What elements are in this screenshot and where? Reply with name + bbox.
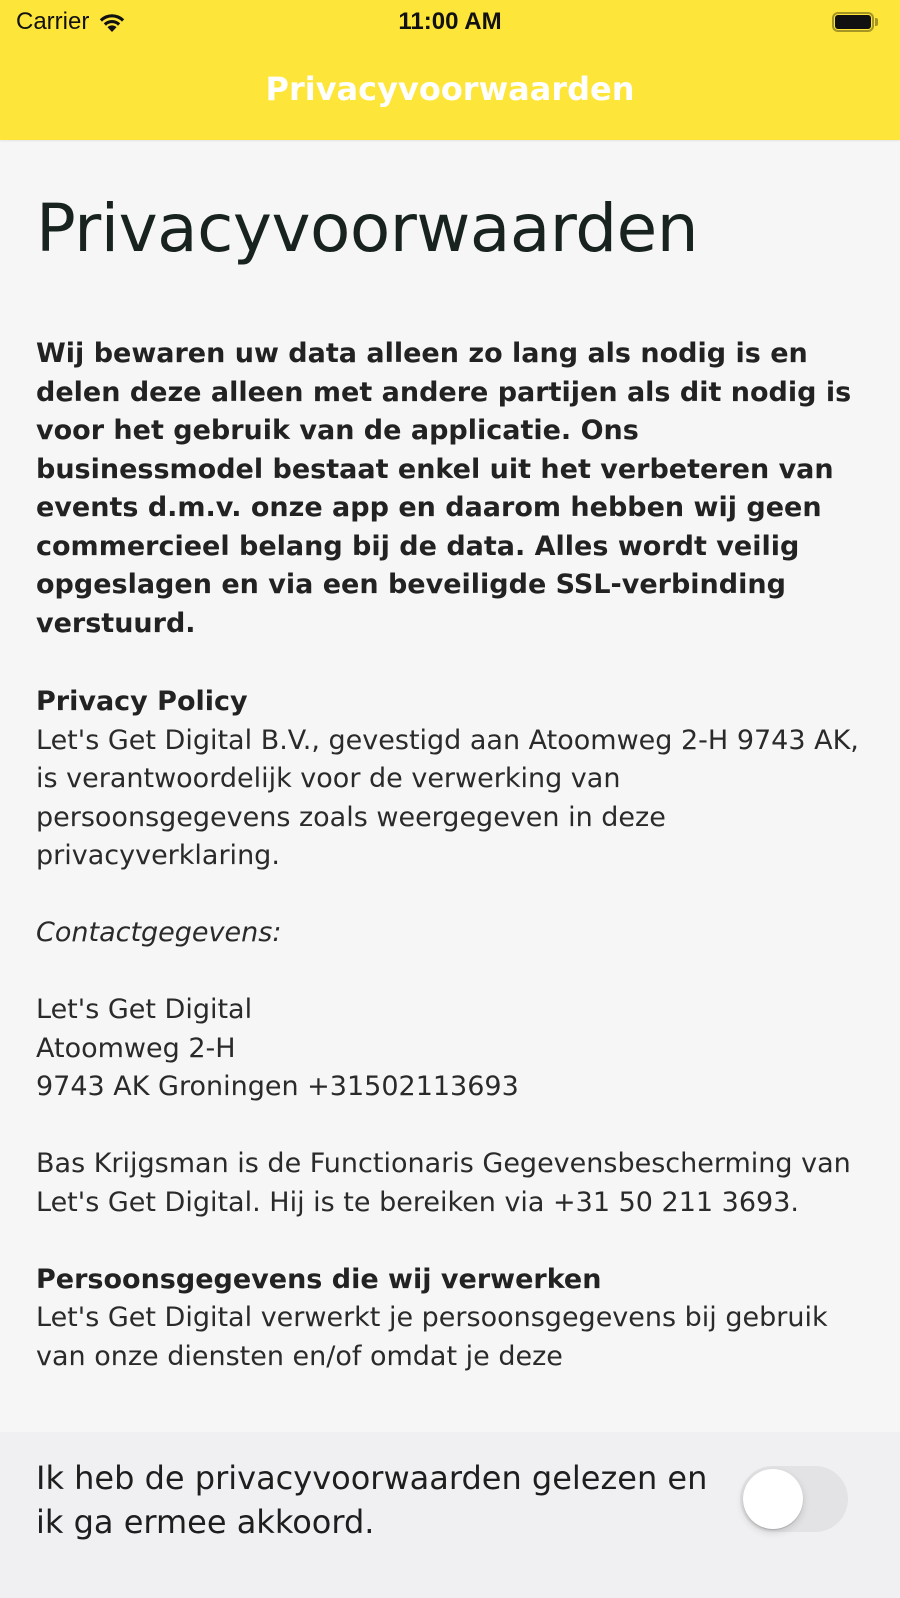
privacy-policy-heading: Privacy Policy: [36, 686, 248, 717]
officer-text: Bas Krijgsman is de Functionaris Gegevensbescherming van Let's Get Digital. Hij is te bereiken via +31 50 211 3693.: [36, 1148, 851, 1218]
contact-city-phone: 9743 AK Groningen +31502113693: [36, 1071, 519, 1102]
privacy-policy-text: Let's Get Digital B.V., gevestigd aan Atoomweg 2-H 9743 AK, is verantwoordelijk voor de verwerking van persoonsgegevens zoals weergegeven in deze privacyverklaring.: [36, 724, 859, 871]
consent-bar: [0, 1432, 900, 1598]
navigation-header: [0, 0, 900, 140]
consent-label: Ik heb de privacyvoorwaarden gelezen en ik ga ermee akkoord.: [36, 1459, 708, 1541]
contact-heading: Contactgegevens:: [36, 917, 282, 948]
status-bar: [0, 0, 900, 48]
consent-toggle[interactable]: [740, 1466, 848, 1532]
carrier-label: Carrier: [16, 8, 90, 35]
personal-data-heading: Persoonsgegevens die wij verwerken: [36, 1263, 602, 1295]
nav-title: Privacyvoorwaarden: [265, 70, 635, 108]
battery-icon: [832, 12, 880, 34]
contact-name: Let's Get Digital: [36, 994, 253, 1025]
intro-text: Wij bewaren uw data alleen zo lang als nodig is en delen deze alleen met andere partijen als dit nodig is voor het gebruik van de applicatie. Ons businessmodel bestaat enkel uit het verbeteren van events d.m.v. onze app en daarom hebben wij geen commercieel belang bij de data. Alles wordt veilig opgeslagen en via een beveiligde SSL-verbinding verstuurd.: [36, 338, 852, 639]
personal-data-text: Let's Get Digital verwerkt je persoonsgegevens bij gebruik van onze diensten en/of omdat je deze: [36, 1302, 828, 1372]
contact-street: Atoomweg 2-H: [36, 1032, 236, 1064]
toggle-knob[interactable]: [743, 1469, 803, 1529]
status-time: 11:00 AM: [398, 8, 502, 35]
page-title: Privacyvoorwaarden: [36, 190, 699, 267]
privacy-content[interactable]: [36, 190, 866, 1430]
